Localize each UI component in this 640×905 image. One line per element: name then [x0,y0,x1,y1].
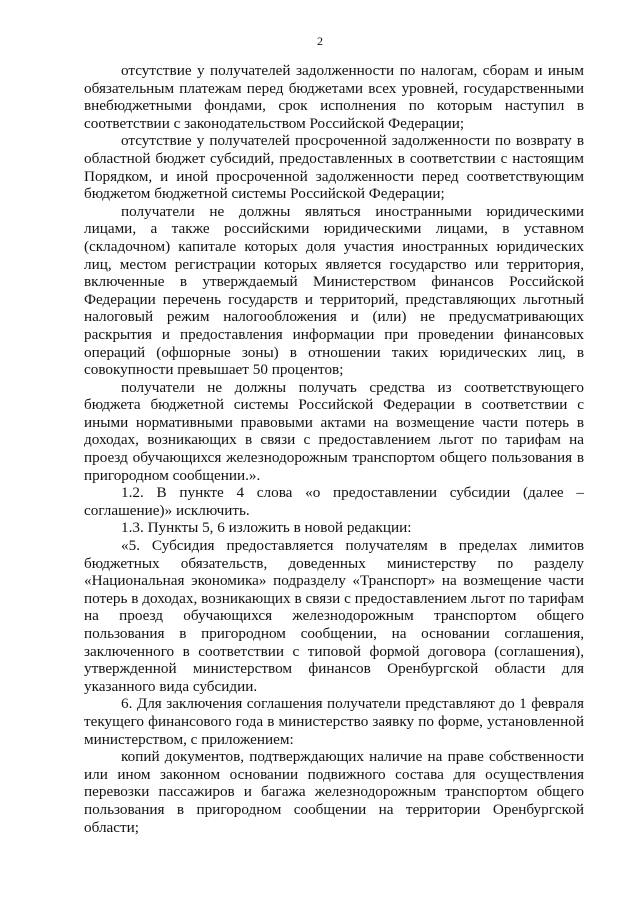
paragraph-item-1-3: 1.3. Пункты 5, 6 изложить в новой редакции: [121,519,412,537]
paragraph-point-5: «5. Субсидия предоставляется получателям в пределах лимитов бюджетных обязательств, доведенных министерству по разделу «Национальная экономика» подразделу «Транспорт» на возмещение части потерь в доходах, возникающих в связи с предоставлением льгот по тарифам на проезд обучающихся железнодорожным транспортом общего пользования в пригородном сообщении, на основании соглашения, заключенного в соответствии с типовой формой договора (соглашения), утвержденной министерством финансов Оренбургской области для указанного вида субсидии. [84,537,584,695]
paragraph-no-other-funds: получатели не должны получать средства из соответствующего бюджета бюджетной системы Российской Федерации в соответствии с иными нормативными правовыми актами на возмещение части потерь в доходах, возникающих в связи с предоставлением льгот по тарифам на проезд обучающихся железнодорожным транспортом общего пользования в пригородном сообщении.». [84,378,584,484]
paragraph-overdue-debt: отсутствие у получателей просроченной задолженности по возврату в областной бюджет субсидий, предоставленных в соответствии с настоящим Порядком, и иной просроченной задолженности перед соответствующим бюджетом бюджетной системы Российской Федерации; [84,132,584,203]
paragraph-tax-debt: отсутствие у получателей задолженности по налогам, сборам и иным обязательным платежам перед бюджетами всех уровней, государственными внебюджетными фондами, срок исполнения по которым наступил в соответствии с законодательством Российской Федерации; [84,62,584,132]
paragraph-point-6: 6. Для заключения соглашения получатели представляют до 1 февраля текущего финансового года в министерство заявку по форме, установленной министерством, с приложением: [84,695,584,748]
paragraph-documents-copies: копий документов, подтверждающих наличие на праве собственности или ином законном основании подвижного состава для осуществления перевозки пассажиров и багажа железнодорожным транспортом общего пользования в пригородном сообщении на территории Оренбургской области; [84,748,584,836]
paragraph-item-1-2: 1.2. В пункте 4 слова «о предоставлении субсидии (далее – соглашение)» исключить. [84,484,584,519]
paragraph-foreign-entities: получатели не должны являться иностранными юридическими лицами, а также российскими юридическими лицами, в уставном (складочном) капитале которых доля участия иностранных юридических лиц, местом регистрации которых является государство или территория, включенные в утверждаемый Министерством финансов Российской Федерации перечень государств и территорий, представляющих льготный налоговый режим налогообложения и (или) не предусматривающих раскрытия и предоставления информации при проведении финансовых операций (офшорные зоны) в отношении таких юридических лиц, в совокупности превышает 50 процентов; [84,202,584,379]
page-number: 2 [317,34,323,48]
document-body [84,62,584,836]
